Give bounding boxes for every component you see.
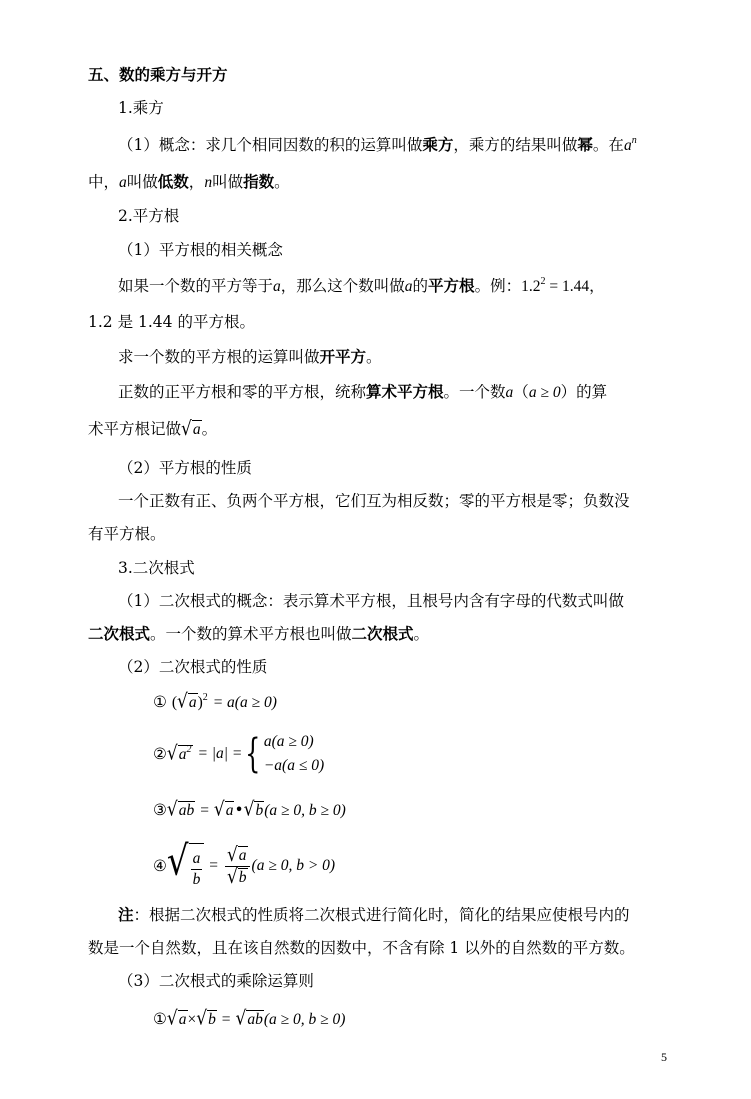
math: × <box>187 1011 197 1028</box>
circled-number: ④ <box>153 857 167 875</box>
text: 。在 <box>592 136 624 154</box>
math-var: b <box>208 1011 216 1028</box>
text: （ <box>513 383 529 401</box>
math-exp: 2 <box>202 692 208 703</box>
page-number: 5 <box>661 1050 667 1064</box>
power-concept-line2 <box>88 171 290 194</box>
note-line1 <box>118 904 630 926</box>
math-var: a <box>225 802 234 819</box>
arith-sqrt-line1 <box>118 381 607 404</box>
term: 低数 <box>157 172 189 191</box>
math-var: a <box>119 174 127 191</box>
math-var: a <box>188 694 197 711</box>
sqrt-op-line <box>118 346 382 368</box>
sqrt-symbol: √a <box>177 690 197 714</box>
math-var: b <box>192 870 201 888</box>
subheading-3-2: （2）二次根式的性质 <box>118 658 268 676</box>
math: = |a| = <box>197 745 243 762</box>
subheading-2-2: （2）平方根的性质 <box>118 459 252 477</box>
math-var: a <box>505 384 514 401</box>
math-exp: n <box>631 135 637 146</box>
text: 叫做 <box>212 173 244 191</box>
math-exp: 2 <box>186 744 192 755</box>
text: （1）概念：求几个相同因数的积的运算叫做 <box>118 136 423 154</box>
sqrt-symbol: √ab <box>166 798 195 822</box>
math-var: a <box>178 1011 187 1028</box>
term: 开平方 <box>319 347 367 366</box>
formula-3 <box>153 799 346 822</box>
circled-number: ① <box>153 1010 167 1028</box>
formula-4 <box>153 837 336 892</box>
math: a ≥ 0 <box>528 384 561 401</box>
text: ：根据二次根式的性质将二次根式进行简化时，简化的结果应使根号内的 <box>133 906 630 924</box>
sqrt-def-line2: 1.2 是 1.44 的平方根。 <box>88 313 255 331</box>
text: 。例： <box>474 277 522 295</box>
text: 。一个数 <box>443 383 506 401</box>
math-var: n <box>204 174 213 191</box>
heading-3: 3.二次根式 <box>118 559 195 577</box>
math-var: a <box>404 278 413 295</box>
math-var: a <box>192 421 201 438</box>
math: = <box>200 802 209 819</box>
sqrt-symbol: √a <box>166 1007 187 1031</box>
heading-1: 1.乘方 <box>118 99 164 117</box>
subheading-2-1: （1）平方根的相关概念 <box>118 241 283 259</box>
circled-number: ② <box>153 745 167 763</box>
radical-def-line1: （1）二次根式的概念：表示算术平方根，且根号内含有字母的代数式叫做 <box>118 592 624 610</box>
sqrt-prop-line2: 有平方根。 <box>88 525 166 543</box>
term: 指数 <box>243 172 275 191</box>
text: ， <box>589 277 605 295</box>
note-line2: 数是一个自然数，且在该自然数的因数中，不含有除 1 以外的自然数的平方数。 <box>88 939 635 957</box>
case: a(a ≥ 0) <box>263 733 314 750</box>
math: (a ≥ 0, b ≥ 0) <box>264 802 346 819</box>
fraction: $\frac{√a}{√b}$ <box>225 845 250 888</box>
math: = <box>209 857 219 874</box>
math: (a ≥ 0, b > 0) <box>251 857 336 874</box>
text: 如果一个数的平方等于 <box>118 277 274 295</box>
math-var: ab <box>247 1011 263 1028</box>
math: = a(a ≥ 0) <box>212 694 277 711</box>
section-title: 五、数的乘方与开方 <box>88 66 228 84</box>
term: 二次根式 <box>351 624 414 643</box>
sqrt-symbol: √ $\frac{a}{b}$ <box>167 840 204 892</box>
math: = 1.44 <box>545 278 590 295</box>
math-var: b <box>238 868 247 886</box>
math: = <box>221 1011 231 1028</box>
term: 算术平方根 <box>366 382 444 401</box>
text: ，乘方的结果叫做 <box>453 136 578 154</box>
sqrt-symbol: √b <box>196 1007 216 1031</box>
text: 。 <box>413 625 430 643</box>
sqrt-symbol: √ab <box>235 1007 263 1031</box>
arith-sqrt-line2 <box>88 418 217 440</box>
formula-1: ① $(√a)^2 = a(a \ge 0)$ <box>153 690 277 714</box>
circled-number: ③ <box>153 801 167 819</box>
sqrt-symbol: $√a^2$ <box>166 742 192 766</box>
text: 的 <box>412 277 429 295</box>
sqrt-def-line1 <box>118 275 605 298</box>
text: 正数的正平方根和零的平方根，统称 <box>118 383 367 401</box>
term: 平方根 <box>428 276 475 295</box>
math-var: ab <box>178 802 195 819</box>
brace-symbol: { <box>245 731 261 777</box>
radical-def-line2 <box>88 623 429 645</box>
math: • <box>234 801 244 819</box>
math-exp: 2 <box>540 276 546 287</box>
sqrt-symbol: √a <box>213 798 234 822</box>
math-var: a <box>623 137 632 154</box>
math-var: a <box>191 849 203 870</box>
cases <box>264 730 324 778</box>
text: 。 <box>366 348 382 366</box>
text: 求一个数的平方根的运算叫做 <box>118 348 320 366</box>
text: 叫做 <box>126 173 158 191</box>
formula-5 <box>153 1008 345 1031</box>
text: ， <box>188 173 205 191</box>
text: ，那么这个数叫做 <box>280 277 405 295</box>
heading-2: 2.平方根 <box>118 207 180 225</box>
formula-2 <box>153 730 324 778</box>
text: 中， <box>88 173 120 191</box>
term: 幂 <box>577 135 593 154</box>
text: 术平方根记做 <box>88 420 182 438</box>
text: 。一个数的算术平方根也叫做 <box>150 625 352 643</box>
text: 。 <box>274 173 290 191</box>
math-var: a <box>273 278 281 295</box>
math-var: a <box>238 846 247 864</box>
math-var: a <box>178 746 187 763</box>
sqrt-symbol: √a <box>181 417 201 441</box>
math: (a ≥ 0, b ≥ 0) <box>263 1011 346 1028</box>
text: 。 <box>201 420 218 438</box>
subheading-3-3: （3）二次根式的乘除运算则 <box>118 972 314 990</box>
case: −a(a ≤ 0) <box>263 757 325 774</box>
power-concept-line1 <box>118 134 637 157</box>
circled-number: ① <box>153 693 167 711</box>
math: 1.2 <box>521 278 541 295</box>
sqrt-symbol: √b <box>243 798 264 822</box>
term: 乘方 <box>422 135 454 154</box>
term: 二次根式 <box>88 624 151 643</box>
sqrt-prop-line1: 一个正数有正、负两个平方根，它们互为相反数；零的平方根是零；负数没 <box>118 492 630 510</box>
text: ）的算 <box>560 383 608 401</box>
math-var: b <box>255 802 264 819</box>
note-label: 注 <box>118 905 134 924</box>
